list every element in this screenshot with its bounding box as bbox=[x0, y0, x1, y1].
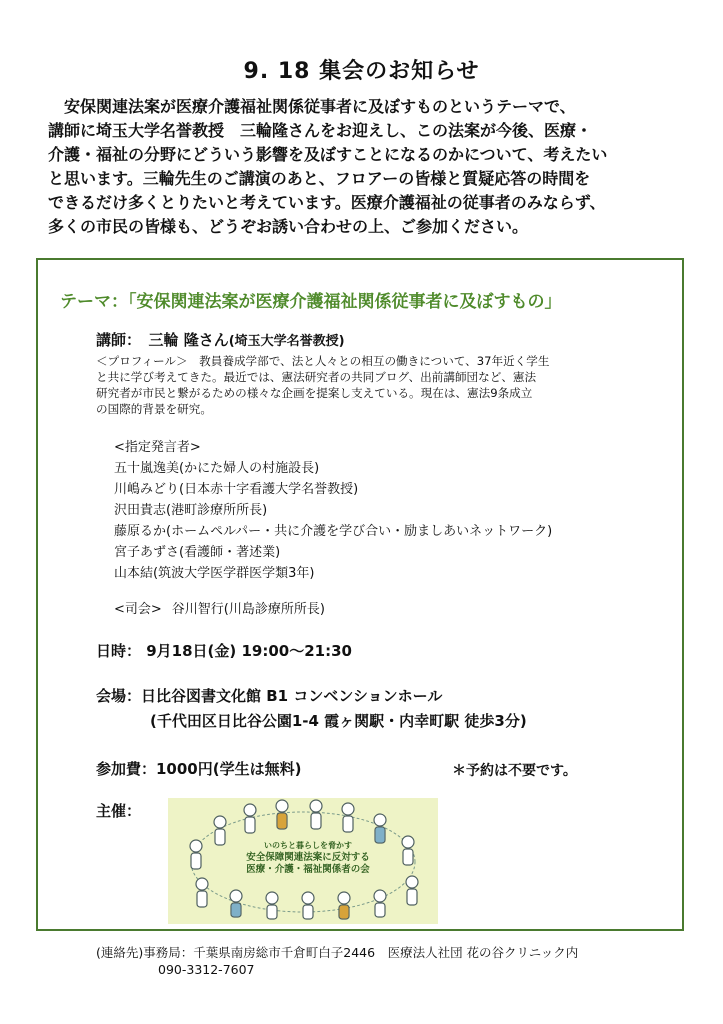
lecturer-name: 講師： 三輪 隆さん bbox=[96, 331, 229, 349]
intro-line: 安保関連法案が医療介護福祉関係従事者に及ぼすものというテーマで、 bbox=[64, 97, 576, 116]
page-title: 9. 18 集会のお知らせ bbox=[243, 59, 480, 84]
organizer-label: 主催： bbox=[96, 802, 142, 820]
logo-text bbox=[208, 840, 408, 876]
intro-line: 講師に埼玉大学名誉教授 三輪隆さんをお迎えし、この法案が今後、医療・ bbox=[48, 121, 593, 140]
profile-line: 研究者が市民と繋がるための様々な企画を提案し支えている。現在は、憲法9条成立 bbox=[96, 386, 533, 400]
contact-address: (連絡先)事務局：千葉県南房総市千倉町白子2446 医療法人社団 花の谷クリニック内 bbox=[96, 945, 579, 960]
intro-line: 介護・福祉の分野にどういう影響を及ぼすことになるのかについて、考えたい bbox=[48, 145, 608, 164]
speaker-item: 山本結(筑波大学医学群医学類3年) bbox=[114, 566, 315, 581]
intro-paragraph bbox=[48, 95, 688, 239]
mc-value: 谷川智行(川島診療所所長) bbox=[171, 602, 325, 617]
speakers-list bbox=[114, 458, 552, 584]
speaker-item: 五十嵐逸美(かにた婦人の村施設長) bbox=[114, 461, 320, 476]
reservation-note: ＊予約は不要です。 bbox=[452, 763, 577, 779]
contact-phone: 090-3312-7607 bbox=[158, 962, 255, 977]
logo-line: 安全保障関連法案に反対する bbox=[246, 852, 370, 863]
speaker-item: 川嶋みどり(日本赤十字看護大学名誉教授) bbox=[114, 482, 359, 497]
intro-line: できるだけ多くとりたいと考えています。医療介護福祉の従事者のみならず、 bbox=[48, 193, 606, 212]
speaker-item: 宮子あずさ(看護師・著述業) bbox=[114, 545, 281, 560]
mc-label: <司会> bbox=[114, 602, 162, 617]
event-fee: 参加費：1000円(学生は無料) bbox=[96, 760, 302, 778]
logo-line: 医療・介護・福祉関係者の会 bbox=[246, 864, 370, 875]
speaker-item: 藤原るか(ホームペルパー・共に介護を学び合い・励ましあいネットワーク) bbox=[114, 524, 553, 539]
profile-line: ＜プロフィール＞ 教員養成学部で、法と人々との相互の働きについて、37年近く学生 bbox=[96, 354, 550, 368]
lecturer bbox=[96, 329, 345, 350]
venue-address: (千代田区日比谷公園1-4 霞ヶ関駅・内幸町駅 徒歩3分) bbox=[150, 712, 527, 730]
mc bbox=[114, 598, 325, 617]
organizer-logo bbox=[168, 798, 438, 924]
event-venue: 会場：日比谷図書文化館 B1 コンベンションホール bbox=[96, 687, 443, 705]
profile-line: と共に学び考えてきた。最近では、憲法研究者の共同ブログ、出前講師団など、憲法 bbox=[96, 370, 537, 384]
logo-line: いのちと暮らしを脅かす bbox=[264, 841, 352, 850]
theme-heading: テーマ：「安保関連法案が医療介護福祉関係従事者に及ぼすもの」 bbox=[60, 292, 562, 312]
lecturer-profile bbox=[96, 353, 636, 417]
intro-line: 多くの市民の皆様も、どうぞお誘い合わせの上、ご参加ください。 bbox=[48, 217, 529, 236]
speaker-item: 沢田貴志(港町診療所所長) bbox=[114, 503, 268, 518]
intro-line: と思います。三輪先生のご講演のあと、フロアーの皆様と質疑応答の時間を bbox=[48, 169, 591, 188]
lecturer-affiliation: (埼玉大学名誉教授) bbox=[228, 334, 345, 349]
speakers-heading: <指定発言者> bbox=[114, 440, 201, 455]
profile-line: の国際的背景を研究。 bbox=[96, 402, 212, 416]
event-datetime: 日時： 9月18日(金) 19:00～21:30 bbox=[96, 642, 352, 660]
